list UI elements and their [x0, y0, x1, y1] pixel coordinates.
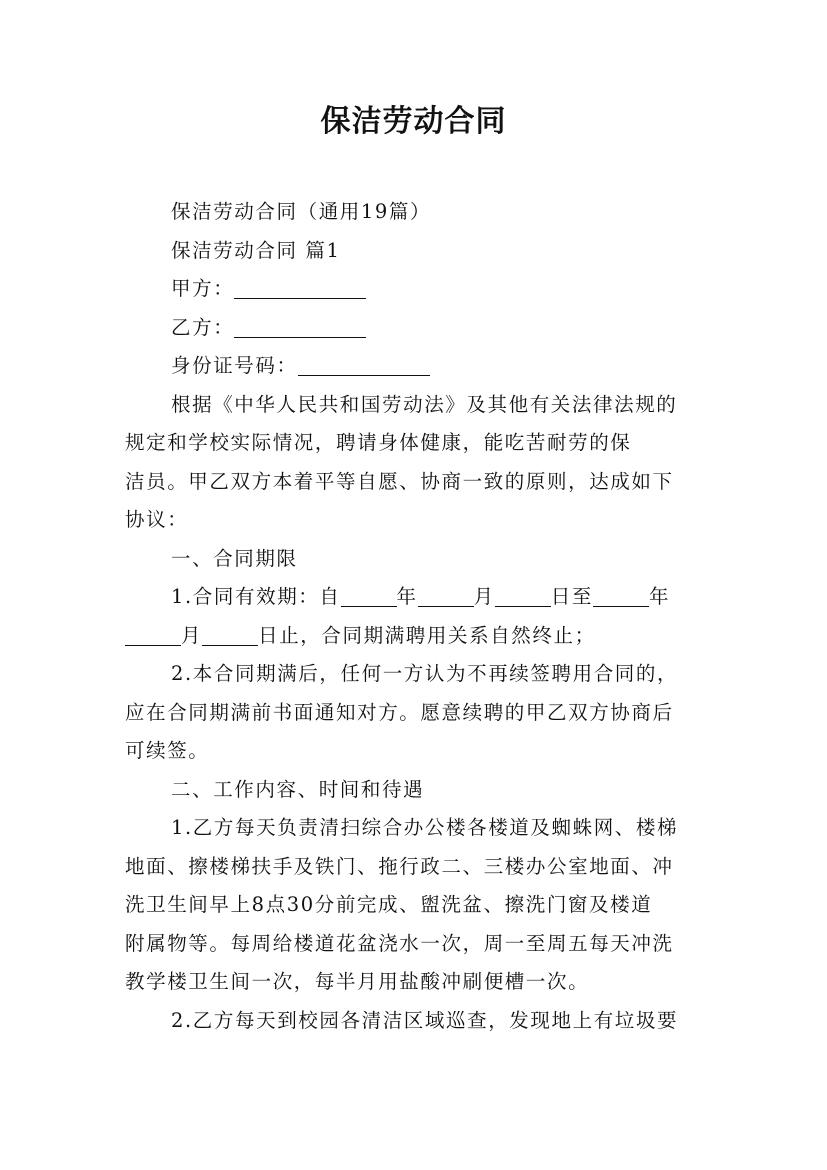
term-line: [125, 578, 707, 617]
paragraph-line: 洗卫生间早上8点30分前完成、盥洗盆、擦洗门窗及楼道: [125, 893, 653, 916]
intro-line: 规定和学校实际情况，聘请身体健康，能吃苦耐劳的保: [125, 431, 632, 454]
day-to-label: 日至: [550, 585, 593, 608]
day-blank: [202, 621, 258, 646]
id-label: 身份证号码：: [171, 354, 298, 377]
month-label: 月: [473, 585, 495, 608]
term-end: 日止，合同期满聘用关系自然终止；: [258, 623, 596, 647]
party-b-blank: [234, 313, 366, 338]
year-label: 年: [648, 585, 671, 608]
intro-line: 协议：: [125, 508, 189, 531]
party-b-label: 乙方：: [171, 315, 235, 339]
month-blank: [125, 621, 181, 646]
document-title: 保洁劳动合同: [320, 104, 507, 139]
day-blank: [495, 582, 551, 607]
intro-line: 洁员。甲乙双方本着平等自愿、协商一致的原则，达成如下: [125, 469, 674, 493]
intro-line: 根据《中华人民共和国劳动法》及其他有关法律法规的: [171, 392, 678, 416]
month-label: 月: [181, 623, 203, 647]
paragraph-line: 附属物等。每周给楼道花盆浇水一次，周一至周五每天冲洗: [125, 931, 674, 955]
party-a-line: [125, 270, 707, 309]
id-line: [125, 347, 707, 386]
party-b-line: [125, 309, 707, 348]
id-blank: [298, 351, 430, 376]
paragraph-line: 教学楼卫生间一次，每半月用盐酸冲刷便槽一次。: [125, 970, 590, 993]
paragraph-line: 地面、擦楼梯扶手及铁门、拖行政二、三楼办公室地面、冲: [125, 854, 674, 878]
document-subtitle: 保洁劳动合同（通用19篇）: [171, 200, 432, 223]
paragraph-line: 1.乙方每天负责清扫综合办公楼各楼道及蜘蛛网、楼梯: [171, 816, 679, 839]
year-blank: [341, 582, 397, 607]
year-blank: [593, 582, 649, 607]
article-heading: 保洁劳动合同 篇1: [171, 238, 341, 262]
year-label: 年: [396, 585, 418, 608]
paragraph-line: 可续签。: [125, 739, 210, 762]
section-title: 二、工作内容、时间和待遇: [171, 777, 425, 801]
section-title: 一、合同期限: [171, 546, 298, 570]
paragraph-line: 2.乙方每天到校园各清洁区域巡查，发现地上有垃圾要: [171, 1008, 679, 1032]
month-blank: [418, 582, 474, 607]
term-line: [125, 617, 707, 656]
document-body: [125, 193, 707, 1040]
party-a-label: 甲方：: [171, 277, 235, 300]
party-a-blank: [234, 274, 366, 299]
paragraph-line: 应在合同期满前书面通知对方。愿意续聘的甲乙双方协商后: [125, 700, 674, 724]
paragraph-line: 2.本合同期满后，任何一方认为不再续签聘用合同的，: [171, 662, 679, 685]
term-prefix: 1.合同有效期：自: [171, 585, 341, 608]
